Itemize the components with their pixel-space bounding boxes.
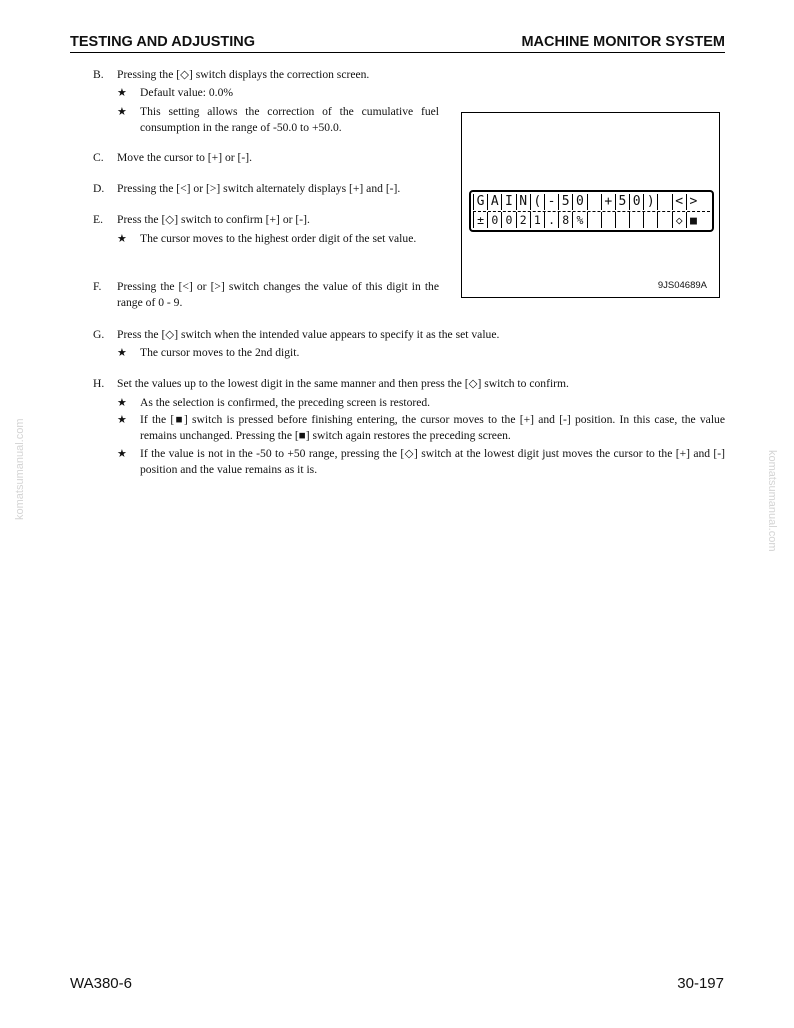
lcd-cell [657, 212, 671, 228]
model-number: WA380-6 [70, 975, 132, 992]
step-text: Press the [◇] switch when the intended value appears to specify it as the set value. [117, 328, 500, 341]
lcd-cell: ◇ [672, 212, 686, 228]
lcd-figure [461, 112, 720, 298]
watermark-right: komatsumanual.com [766, 450, 778, 552]
step-label: C. [93, 151, 104, 164]
lcd-cell: - [544, 194, 558, 210]
lcd-cell: < [672, 194, 686, 210]
note-text: If the [■] switch is pressed before finishing entering, the cursor moves to the [+] and [-] position. In this case, the value remains unchanged. Pressing the [■] switch again restores the preceding screen. [140, 413, 725, 442]
step-text: Pressing the [<] or [>] switch alternately displays [+] and [-]. [117, 182, 401, 195]
step-label: G. [93, 328, 105, 341]
lcd-cell [657, 194, 671, 210]
page-number: 30-197 [677, 975, 724, 992]
lcd-display [469, 190, 714, 232]
lcd-cell [615, 212, 629, 228]
note-text: Default value: 0.0% [140, 86, 234, 99]
step-text: Move the cursor to [+] or [-]. [117, 151, 252, 164]
lcd-cell [601, 212, 615, 228]
lcd-cell: 1 [530, 212, 544, 228]
step-label: E. [93, 213, 103, 226]
star-icon: ★ [117, 87, 127, 99]
step-text: Press the [◇] switch to confirm [+] or [-]. [117, 213, 310, 226]
chapter-title: MACHINE MONITOR SYSTEM [521, 34, 725, 50]
lcd-cell: N [516, 194, 530, 210]
lcd-cell: I [501, 194, 515, 210]
lcd-cell: % [572, 212, 586, 228]
star-icon: ★ [117, 233, 127, 245]
lcd-cell [587, 194, 601, 210]
lcd-cell: ) [643, 194, 657, 210]
star-icon: ★ [117, 347, 127, 359]
lcd-cell: 5 [558, 194, 572, 210]
step-label: F. [93, 280, 102, 293]
lcd-cell: A [487, 194, 501, 210]
star-icon: ★ [117, 106, 127, 118]
lcd-cell: 5 [615, 194, 629, 210]
lcd-cell: 0 [501, 212, 515, 228]
note-text: This setting allows the correction of the cumulative fuel consumption in the range of -50.0 to +50.0. [140, 105, 439, 134]
lcd-cell: 8 [558, 212, 572, 228]
lcd-cell [587, 212, 601, 228]
lcd-cell: ■ [686, 212, 700, 228]
step-label: D. [93, 182, 105, 195]
star-icon: ★ [117, 397, 127, 409]
lcd-cell: > [686, 194, 700, 210]
step-text: Pressing the [<] or [>] switch changes the value of this digit in the range of 0 - 9. [117, 280, 439, 309]
lcd-cell: + [601, 194, 615, 210]
star-icon: ★ [117, 414, 127, 426]
lcd-cell: ± [473, 212, 487, 228]
lcd-cell: . [544, 212, 558, 228]
note-text: If the value is not in the -50 to +50 range, pressing the [◇] switch at the lowest digit just moves the cursor to the [+] and [-] position and the value remains as it is. [140, 447, 725, 476]
note-text: The cursor moves to the highest order digit of the set value. [140, 232, 417, 245]
step-text: Set the values up to the lowest digit in the same manner and then press the [◇] switch to confirm. [117, 377, 569, 390]
star-icon: ★ [117, 448, 127, 460]
section-title: TESTING AND ADJUSTING [70, 34, 256, 50]
note-text: The cursor moves to the 2nd digit. [140, 346, 300, 359]
lcd-cell: ( [530, 194, 544, 210]
lcd-cell: 0 [629, 194, 643, 210]
page-header [70, 34, 725, 53]
step-label: B. [93, 68, 104, 81]
note-text: As the selection is confirmed, the preceding screen is restored. [140, 396, 431, 409]
lcd-cell [629, 212, 643, 228]
lcd-cell: 2 [516, 212, 530, 228]
figure-caption: 9JS04689A [657, 280, 707, 291]
lcd-cell [643, 212, 657, 228]
lcd-cell: 0 [487, 212, 501, 228]
step-label: H. [93, 377, 105, 390]
lcd-row-1 [473, 194, 710, 212]
watermark-left: komatsumanual.com [14, 418, 26, 520]
lcd-cell: G [473, 194, 487, 210]
lcd-row-2 [473, 212, 710, 228]
lcd-cell: 0 [572, 194, 586, 210]
step-text: Pressing the [◇] switch displays the correction screen. [117, 68, 370, 81]
